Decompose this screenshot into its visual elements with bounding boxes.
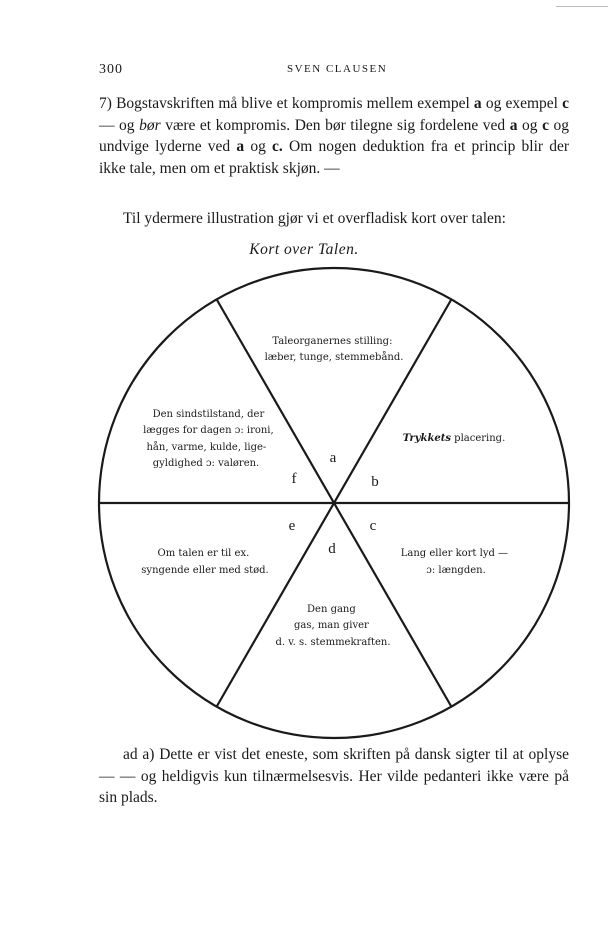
segment-a-letter: a [329, 450, 337, 466]
segment-b-text: Trykkets placering. [402, 433, 506, 444]
bold-letter-c: c. [272, 138, 283, 156]
page-number: 300 [99, 62, 123, 77]
paragraph-illustration: Til ydermere illustration gjør vi et overfladisk kort over talen: [123, 210, 506, 227]
paragraph-ad-a: ad a) Dette er vist det eneste, som skriften på dansk sigter til at oplyse — — og heldigvis kun tilnærmelsesvis. Her vilde pedanteri ikke være på sin plads. [99, 746, 569, 807]
segment-d-letter: d [328, 541, 336, 557]
segment-a-text: Taleorganernes stilling: læber, tunge, stemmebånd. [264, 336, 404, 363]
segment-d-text: Den gang gas, man giver d. v. s. stemmekraften. [275, 604, 391, 648]
bold-letter-a: a [236, 138, 245, 156]
italic-bor: bør [139, 116, 161, 134]
bold-letter-a: a [509, 116, 518, 134]
bold-letter-c: c [542, 116, 549, 134]
segment-b-letter: b [371, 474, 379, 490]
bold-letter-a: a [473, 95, 482, 112]
item-number: 7) [99, 95, 112, 112]
segment-c-letter: c [369, 518, 377, 534]
running-head: SVEN CLAUSEN [287, 63, 388, 75]
figure-caption: Kort over Talen. [249, 241, 359, 258]
segment-e-letter: e [288, 518, 296, 534]
segment-c-text: Lang eller kort lyd — ɔ: længden. [400, 548, 509, 576]
segment-f-letter: f [291, 471, 297, 487]
paragraph-7: 7) Bogstavskriften må blive et kompromis mellem exempel a og exempel c — og bør være et kompromis. Den bør tilegne sig fordelene ved a og c og undvige lyderne ved a og c. Om nogen deduktion fra et princip blir der ikke tale, men om et praktisk skjøn. — [99, 95, 570, 177]
bold-letter-c: c [562, 95, 569, 112]
segment-f-text: Den sindstilstand, der lægges for dagen ɔ: ironi, hån, varme, kulde, lige- gyldighed ɔ: valøren. [143, 409, 274, 469]
segment-e-text: Om talen er til ex. syngende eller med stød. [141, 548, 269, 576]
